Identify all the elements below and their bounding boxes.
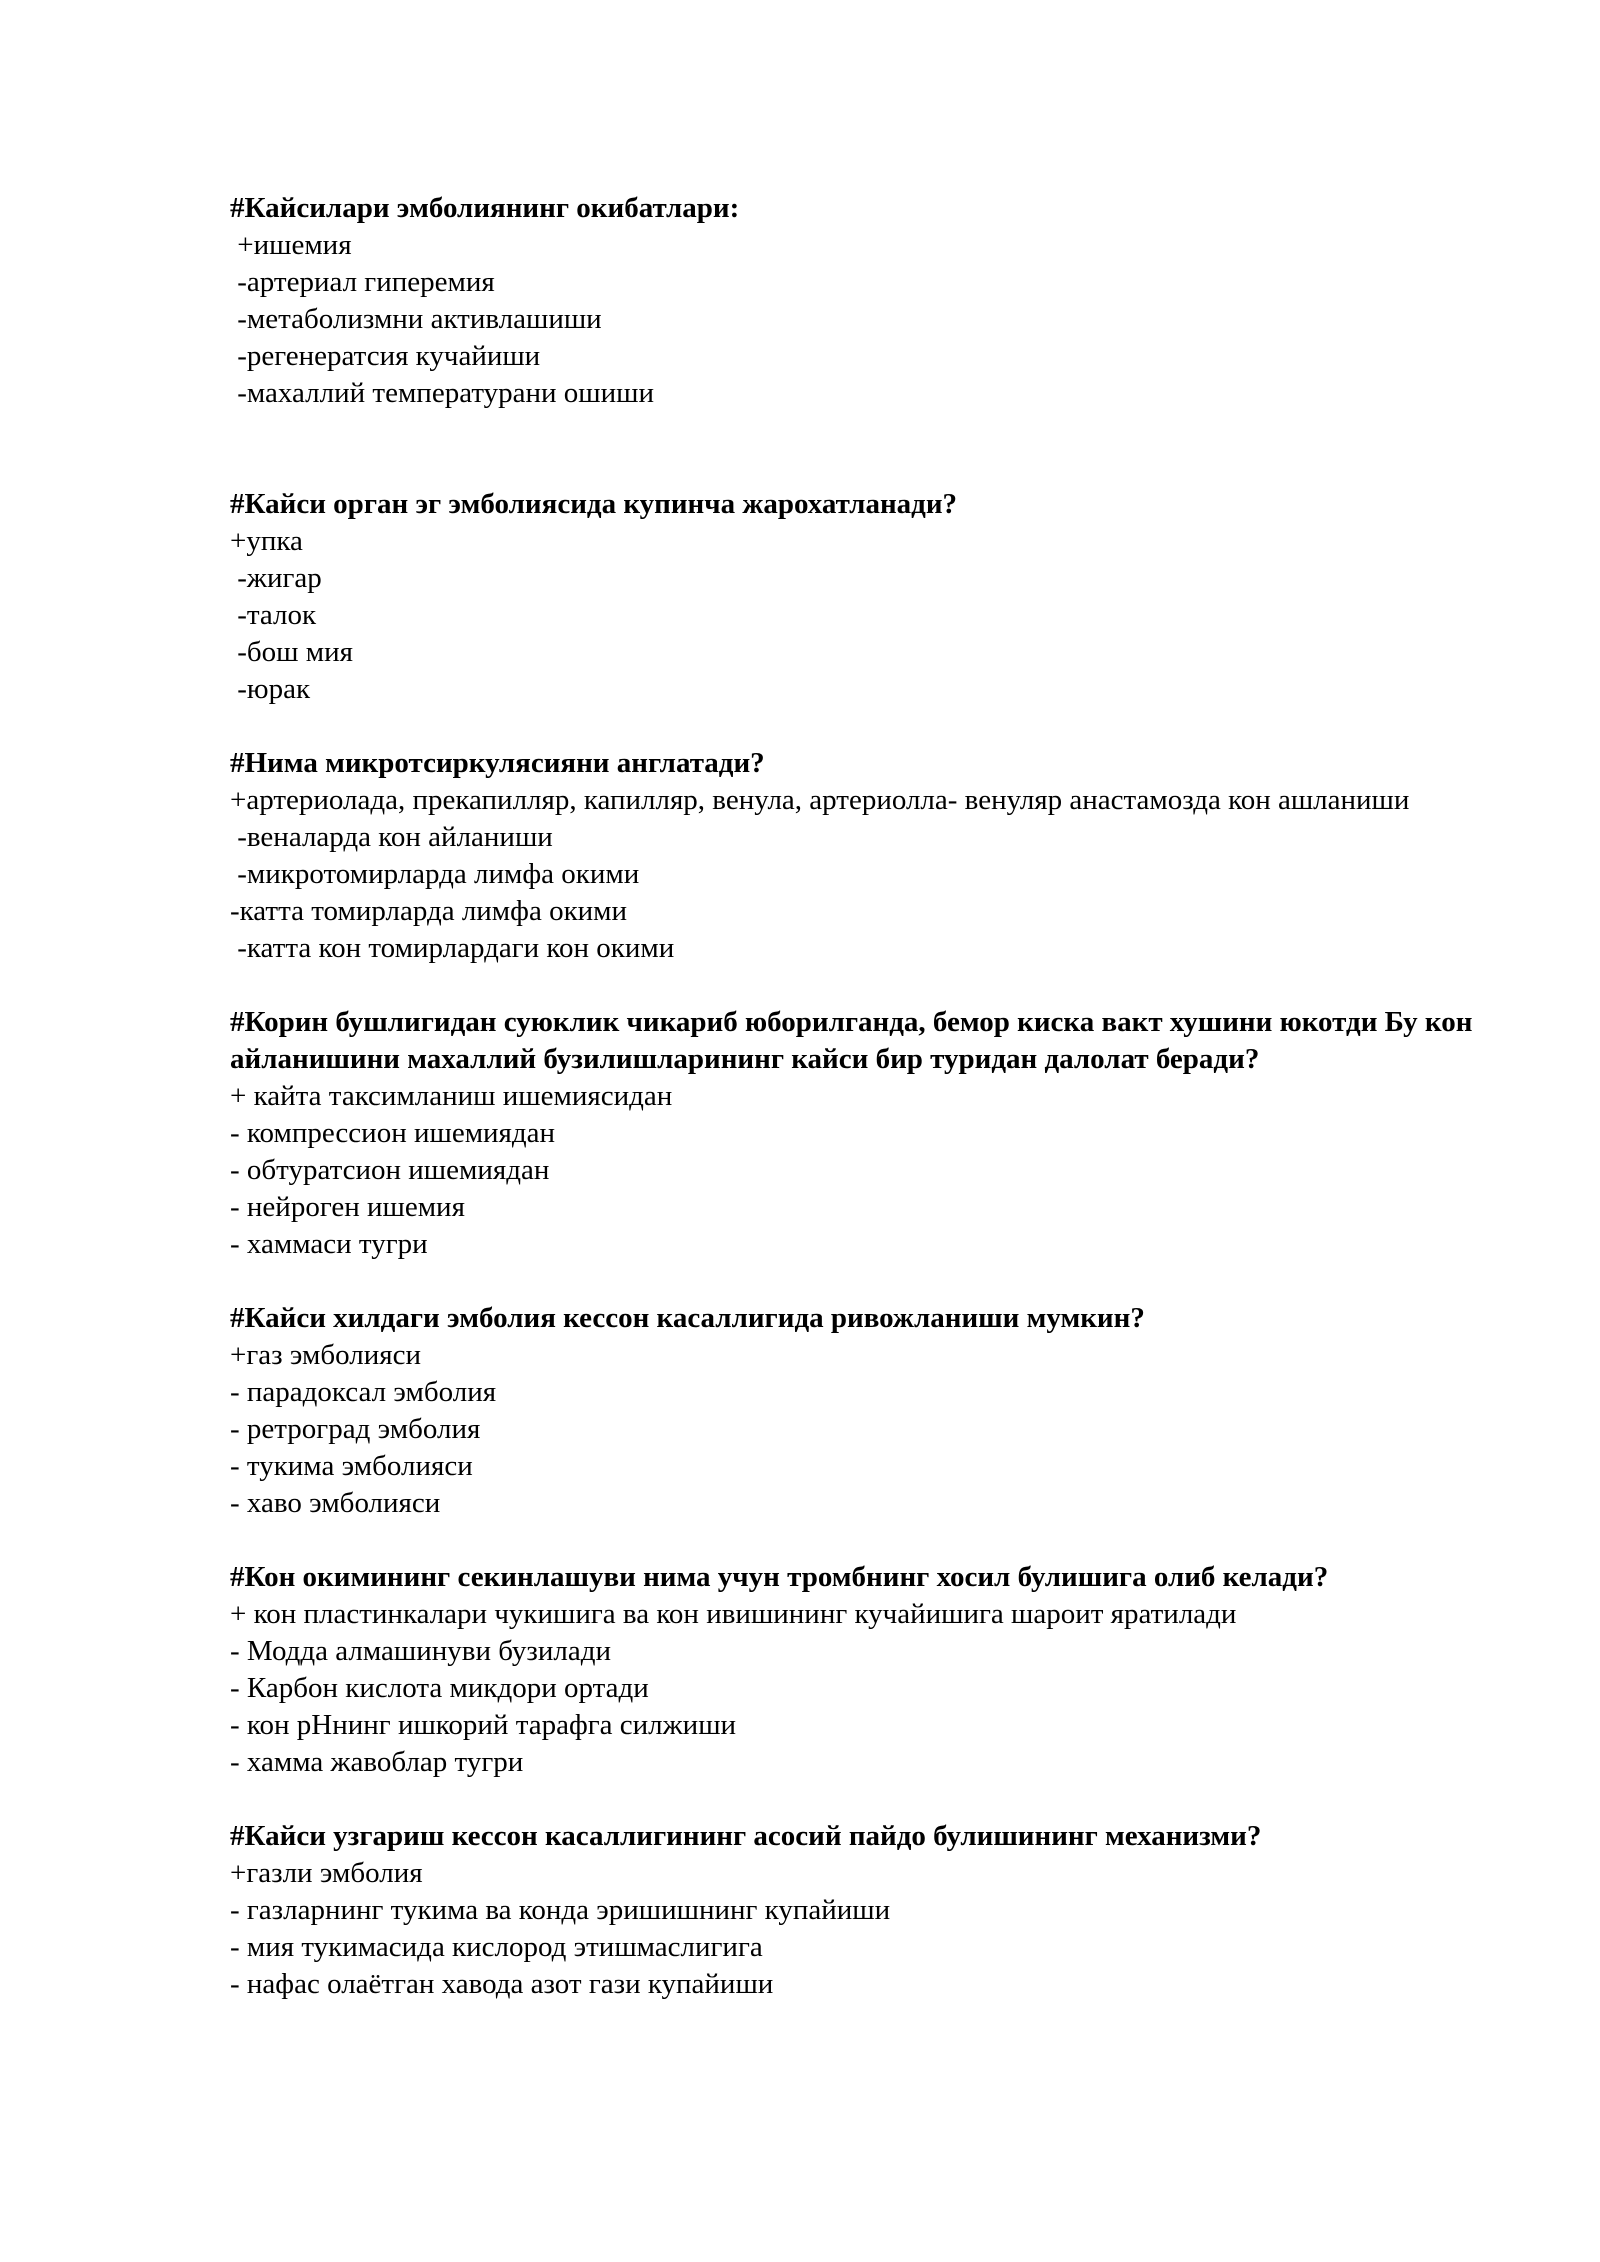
spacer: [230, 708, 1490, 745]
question-text: #Кайси орган эг эмболиясида купинча жарохатланади?: [230, 488, 958, 520]
document-page: [230, 190, 1490, 2003]
answer-option: +газли эмболия: [230, 1857, 423, 1889]
answer-option: - ретроград эмболия: [230, 1413, 481, 1445]
answer-option: -махаллий температурани ошиши: [230, 377, 654, 409]
answer-option: - нейроген ишемия: [230, 1191, 465, 1223]
question-block: [230, 745, 1490, 967]
answer-option: - нафас олаётган хавода азот гази купайиши: [230, 1968, 774, 2000]
answer-option: + кайта таксимланиш ишемиясидан: [230, 1080, 673, 1112]
answer-option: -талок: [230, 599, 317, 631]
answer-option: -веналарда кон айланиши: [230, 821, 553, 853]
answer-option: -метаболизмни активлашиши: [230, 303, 602, 335]
answer-option: -микротомирларда лимфа окими: [230, 858, 640, 890]
answer-list: [230, 227, 1490, 412]
answer-option: +артериолада, прекапилляр, капилляр, венула, артериолла- венуляр анастамозда кон ашланиши: [230, 784, 1410, 816]
question-text: #Кайси узгариш кессон касаллигининг асосий пайдо булишининг механизми?: [230, 1820, 1262, 1852]
answer-option: - газларнинг тукима ва конда эришишнинг купайиши: [230, 1894, 891, 1926]
answer-option: -бош мия: [230, 636, 353, 668]
question-block: [230, 1818, 1490, 2003]
spacer: [230, 412, 1490, 486]
answer-option: + кон пластинкалари чукишига ва кон ивишининг кучайишига шароит яратилади: [230, 1598, 1237, 1630]
question-text: #Нима микротсиркулясияни англатади?: [230, 747, 765, 779]
answer-option: - компрессион ишемиядан: [230, 1117, 556, 1149]
answer-option: - хамма жавоблар тугри: [230, 1746, 524, 1778]
answer-list: [230, 782, 1490, 967]
answer-option: - обтуратсион ишемиядан: [230, 1154, 550, 1186]
answer-option: -артериал гиперемия: [230, 266, 495, 298]
question-text: #Кон окимининг секинлашуви нима учун тромбнинг хосил булишига олиб келади?: [230, 1561, 1329, 1593]
answer-option: -катта томирларда лимфа окими: [230, 895, 628, 927]
spacer: [230, 1781, 1490, 1818]
answer-option: - тукима эмболияси: [230, 1450, 473, 1482]
question-text: #Корин бушлигидан суюклик чикариб юборилганда, бемор киска вакт хушини юкотди Бу кон айланишини махаллий бузилишларининг кайси бир туридан далолат беради?: [230, 1006, 1473, 1075]
answer-option: +ишемия: [230, 229, 352, 261]
question-text: #Кайси хилдаги эмболия кессон касаллигида ривожланиши мумкин?: [230, 1302, 1145, 1334]
answer-option: - Модда алмашинуви бузилади: [230, 1635, 611, 1667]
answer-option: - Карбон кислота микдори ортади: [230, 1672, 649, 1704]
question-text: #Кайсилари эмболиянинг окибатлари:: [230, 192, 740, 224]
answer-option: -регенератсия кучайиши: [230, 340, 541, 372]
spacer: [230, 1522, 1490, 1559]
question-block: [230, 1559, 1490, 1781]
question-block: [230, 1300, 1490, 1522]
answer-list: [230, 1596, 1490, 1781]
answer-list: [230, 523, 1490, 708]
answer-option: +газ эмболияси: [230, 1339, 421, 1371]
question-block: [230, 486, 1490, 708]
spacer: [230, 967, 1490, 1004]
answer-option: - парадоксал эмболия: [230, 1376, 497, 1408]
answer-option: +упка: [230, 525, 303, 557]
answer-list: [230, 1078, 1490, 1263]
question-block: [230, 190, 1490, 412]
question-block: [230, 1004, 1490, 1263]
answer-option: - хаммаси тугри: [230, 1228, 428, 1260]
answer-list: [230, 1337, 1490, 1522]
answer-option: -жигар: [230, 562, 322, 594]
answer-option: - хаво эмболияси: [230, 1487, 441, 1519]
answer-option: - кон рНнинг ишкорий тарафга силжиши: [230, 1709, 737, 1741]
answer-option: -катта кон томирлардаги кон окими: [230, 932, 675, 964]
answer-option: -юрак: [230, 673, 311, 705]
answer-option: - мия тукимасида кислород этишмаслигига: [230, 1931, 763, 1963]
spacer: [230, 1263, 1490, 1300]
answer-list: [230, 1855, 1490, 2003]
